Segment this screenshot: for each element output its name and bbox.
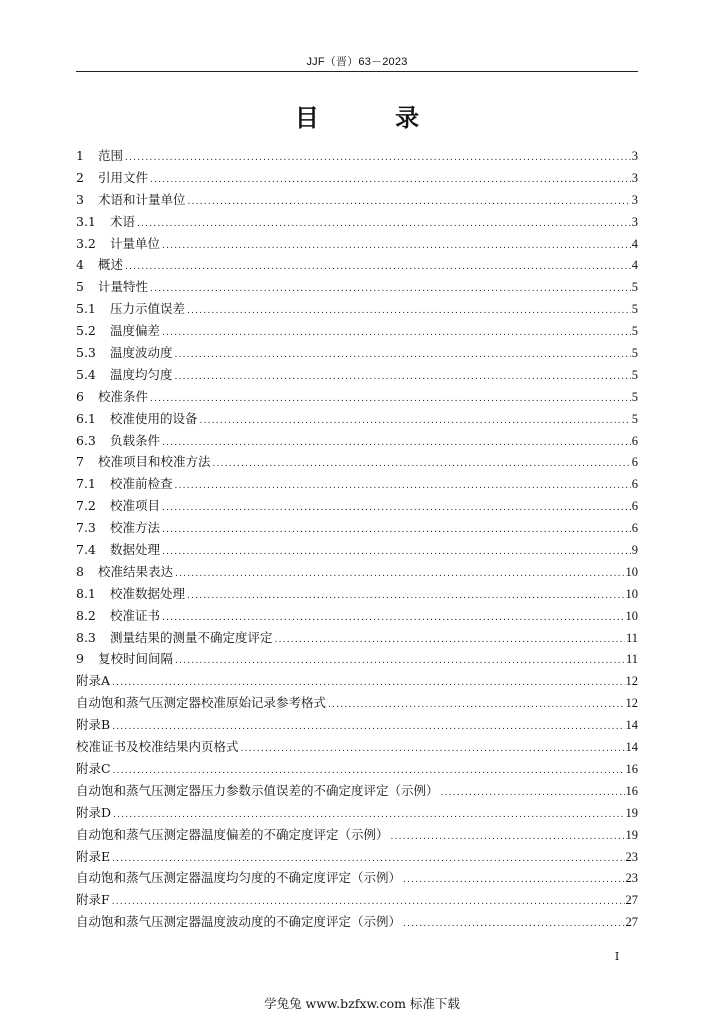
toc-entry-page: 27 (625, 893, 638, 908)
toc-entry-label: 压力示值误差 (110, 301, 186, 317)
toc-entry[interactable] (76, 167, 638, 189)
toc-entry-label: 术语和计量单位 (98, 191, 186, 207)
toc-entry[interactable] (76, 846, 638, 868)
toc-entry[interactable] (76, 648, 638, 670)
toc-entry-label: 校准前检查 (110, 476, 173, 492)
toc-entry-label: 自动饱和蒸气压测定器温度均匀度的不确定度评定（示例） (76, 870, 402, 886)
toc-entry-label: 测量结果的测量不确定度评定 (110, 629, 273, 645)
toc-entry-number: 7.1 (76, 476, 96, 492)
toc-entry-page: 5 (631, 367, 638, 382)
toc-entry-page: 3 (631, 170, 638, 185)
toc-entry-number: 6.3 (76, 432, 96, 448)
toc-entry-page: 4 (631, 236, 638, 251)
toc-entry[interactable] (76, 276, 638, 298)
toc-leader-dots (391, 827, 625, 849)
toc-entry-page: 6 (631, 521, 638, 536)
toc-leader-dots (175, 476, 631, 498)
toc-entry-page: 5 (631, 302, 638, 317)
toc-leader-dots (150, 279, 631, 301)
toc-entry-label: 温度偏差 (110, 323, 161, 339)
toc-leader-dots (162, 542, 631, 564)
toc-entry-label: 附录A (76, 673, 111, 689)
toc-entry-label: 计量特性 (98, 279, 149, 295)
toc-leader-dots (241, 739, 625, 761)
header-divider (76, 71, 638, 72)
toc-entry-number: 7.4 (76, 542, 96, 558)
toc-entry-label: 附录B (76, 717, 111, 733)
toc-entry[interactable] (76, 254, 638, 276)
toc-entry[interactable] (76, 298, 638, 320)
toc-entry-number: 1 (76, 148, 84, 163)
toc-entry[interactable] (76, 561, 638, 583)
toc-entry-number: 6.1 (76, 410, 96, 426)
toc-entry-page: 10 (625, 586, 638, 601)
toc-leader-dots (403, 914, 624, 936)
toc-entry-number: 7 (76, 454, 84, 470)
toc-entry-label: 附录F (76, 892, 110, 908)
toc-entry-label: 校准方法 (110, 520, 161, 536)
toc-leader-dots (125, 148, 631, 170)
toc-entry-number: 8.2 (76, 607, 96, 623)
toc-entry-page: 5 (631, 324, 638, 339)
toc-entry-page: 3 (631, 192, 638, 207)
toc-entry[interactable] (76, 736, 638, 758)
toc-entry-page: 6 (631, 477, 638, 492)
toc-entry-page: 5 (631, 411, 638, 426)
toc-entry[interactable] (76, 320, 638, 342)
toc-entry-page: 6 (631, 455, 638, 470)
toc-leader-dots (275, 630, 625, 652)
toc-entry-label: 校准证书及校准结果内页格式 (76, 739, 239, 755)
toc-entry-label: 校准证书 (110, 607, 161, 623)
toc-entry-page: 23 (625, 849, 638, 864)
toc-entry-number: 8.3 (76, 629, 96, 645)
toc-entry-label: 校准结果表达 (98, 563, 174, 579)
toc-entry-number: 5.1 (76, 301, 96, 317)
toc-entry[interactable] (76, 605, 638, 627)
toc-entry[interactable] (76, 583, 638, 605)
toc-entry-page: 10 (625, 608, 638, 623)
toc-entry[interactable] (76, 780, 638, 802)
toc-entry[interactable] (76, 233, 638, 255)
toc-entry[interactable] (76, 145, 638, 167)
toc-entry-number: 5.4 (76, 366, 96, 382)
toc-entry-label: 负载条件 (110, 432, 161, 448)
toc-entry-page: 11 (625, 652, 638, 667)
toc-entry[interactable] (76, 517, 638, 539)
toc-entry-page: 3 (631, 214, 638, 229)
toc-entry-number: 5 (76, 279, 84, 295)
toc-entry-label: 复校时间间隔 (98, 651, 174, 667)
toc-entry[interactable] (76, 451, 638, 473)
toc-entry-page: 4 (631, 258, 638, 273)
toc-leader-dots (175, 367, 631, 389)
toc-leader-dots (137, 214, 631, 236)
watermark-footer: 学兔兔 www.bzfxw.com 标准下载 (264, 996, 460, 1011)
toc-entry-label: 范围 (98, 148, 124, 163)
page-number: I (614, 950, 620, 963)
toc-entry-number: 8 (76, 563, 84, 579)
toc-entry[interactable] (76, 692, 638, 714)
toc-entry-page: 27 (625, 915, 638, 930)
toc-entry[interactable] (76, 714, 638, 736)
toc-entry[interactable] (76, 473, 638, 495)
toc-entry-label: 计量单位 (110, 235, 161, 251)
toc-leader-dots (162, 520, 631, 542)
toc-entry-label: 自动饱和蒸气压测定器压力参数示值误差的不确定度评定（示例） (76, 782, 439, 798)
toc-entry[interactable] (76, 408, 638, 430)
toc-entry-page: 23 (625, 871, 638, 886)
toc-leader-dots (175, 564, 624, 586)
toc-entry-page: 12 (625, 696, 638, 711)
toc-entry-page: 5 (631, 389, 638, 404)
toc-leader-dots (162, 236, 631, 258)
toc-entry-label: 校准条件 (98, 388, 149, 404)
toc-leader-dots (187, 301, 631, 323)
toc-entry-number: 4 (76, 257, 84, 273)
toc-entry-page: 14 (625, 740, 638, 755)
toc-leader-dots (328, 695, 624, 717)
toc-entry[interactable] (76, 867, 638, 889)
toc-leader-dots (150, 170, 631, 192)
toc-entry-page: 9 (631, 543, 638, 558)
toc-leader-dots (175, 345, 631, 367)
toc-entry[interactable] (76, 342, 638, 364)
toc-entry-page: 5 (631, 346, 638, 361)
toc-entry-page: 12 (625, 674, 638, 689)
toc-entry-page: 10 (625, 564, 638, 579)
toc-entry-number: 3.2 (76, 235, 96, 251)
toc-leader-dots (441, 783, 625, 805)
table-of-contents (76, 145, 638, 933)
toc-entry[interactable] (76, 211, 638, 233)
toc-entry[interactable] (76, 364, 638, 386)
document-code-header: JJF（晋）63－2023 (306, 56, 408, 68)
toc-entry-label: 温度波动度 (110, 345, 173, 361)
toc-entry-label: 校准项目 (110, 498, 161, 514)
toc-leader-dots (200, 411, 631, 433)
toc-entry-page: 5 (631, 280, 638, 295)
toc-leader-dots (150, 389, 631, 411)
toc-entry[interactable] (76, 889, 638, 911)
toc-entry-label: 自动饱和蒸气压测定器校准原始记录参考格式 (76, 695, 327, 711)
toc-entry[interactable] (76, 911, 638, 933)
toc-entry-label: 术语 (110, 213, 136, 229)
toc-entry-number: 7.2 (76, 498, 96, 514)
toc-leader-dots (213, 454, 631, 476)
toc-entry-page: 6 (631, 433, 638, 448)
toc-leader-dots (187, 586, 624, 608)
toc-leader-dots (188, 192, 631, 214)
toc-entry-label: 温度均匀度 (110, 366, 173, 382)
toc-leader-dots (162, 498, 631, 520)
toc-entry-label: 附录C (76, 760, 111, 776)
toc-entry[interactable] (76, 627, 638, 649)
toc-entry[interactable] (76, 670, 638, 692)
toc-entry[interactable] (76, 802, 638, 824)
toc-entry-number: 3 (76, 191, 84, 207)
toc-entry-number: 3.1 (76, 213, 96, 229)
toc-entry-number: 9 (76, 651, 84, 667)
toc-entry-number: 5.2 (76, 323, 96, 339)
toc-entry-label: 数据处理 (110, 542, 161, 558)
toc-title: 目 录 (294, 104, 454, 132)
toc-leader-dots (175, 651, 625, 673)
toc-entry-label: 概述 (98, 257, 124, 273)
toc-entry-label: 附录D (76, 804, 112, 820)
toc-entry[interactable] (76, 495, 638, 517)
toc-entry[interactable] (76, 824, 638, 846)
toc-entry-page: 3 (631, 149, 638, 163)
toc-entry-label: 校准项目和校准方法 (98, 454, 211, 470)
toc-leader-dots (162, 433, 631, 455)
toc-entry[interactable] (76, 430, 638, 452)
toc-entry-page: 11 (625, 630, 638, 645)
toc-entry-number: 7.3 (76, 520, 96, 536)
toc-entry-page: 19 (625, 827, 638, 842)
toc-entry-label: 校准数据处理 (110, 585, 186, 601)
toc-entry-number: 2 (76, 169, 84, 185)
toc-entry-number: 8.1 (76, 585, 96, 601)
toc-leader-dots (162, 323, 631, 345)
toc-entry-label: 校准使用的设备 (110, 410, 198, 426)
toc-leader-dots (125, 257, 631, 279)
toc-entry[interactable] (76, 539, 638, 561)
toc-entry[interactable] (76, 386, 638, 408)
toc-entry[interactable] (76, 189, 638, 211)
toc-leader-dots (403, 870, 624, 892)
toc-entry-label: 自动饱和蒸气压测定器温度偏差的不确定度评定（示例） (76, 826, 389, 842)
toc-entry-page: 19 (625, 805, 638, 820)
toc-entry-label: 引用文件 (98, 169, 149, 185)
toc-entry[interactable] (76, 758, 638, 780)
toc-entry-page: 16 (625, 783, 638, 798)
toc-entry-page: 14 (625, 718, 638, 733)
toc-entry-number: 6 (76, 388, 84, 404)
toc-entry-label: 自动饱和蒸气压测定器温度波动度的不确定度评定（示例） (76, 914, 402, 930)
toc-entry-number: 5.3 (76, 345, 96, 361)
toc-entry-page: 6 (631, 499, 638, 514)
toc-entry-label: 附录E (76, 848, 111, 864)
toc-entry-page: 16 (625, 761, 638, 776)
